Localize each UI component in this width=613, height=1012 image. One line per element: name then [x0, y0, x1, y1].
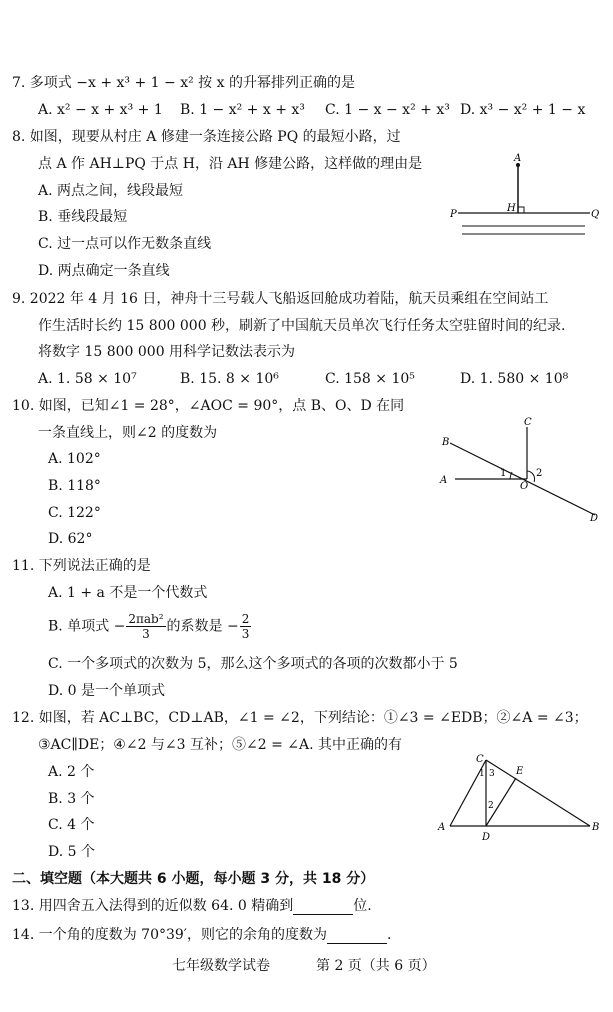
q12-label-d: D: [482, 832, 491, 842]
footer-exam-title: 七年级数学试卷: [172, 958, 270, 974]
q9-stem-line3: 将数字 15 800 000 用科学记数法表示为: [38, 344, 296, 360]
q12-label-b: B: [592, 822, 600, 833]
q11-b-prefix: B. 单项式 −: [48, 618, 126, 635]
q8-option-d: D. 两点确定一条直线: [38, 263, 170, 279]
q9-option-c: C. 158 × 10⁵: [325, 371, 415, 387]
section-2-heading: 二、填空题（本大题共 6 小题，每小题 3 分，共 18 分）: [12, 871, 375, 887]
q8-stem-line2: 点 A 作 AH⊥PQ 于点 H，沿 AH 修建公路，这样做的理由是: [38, 156, 423, 172]
q13: [12, 897, 372, 915]
q8-figure: [450, 150, 600, 245]
q10-option-b: B. 118°: [48, 478, 101, 494]
q10-figure: [430, 415, 610, 525]
q9-stem-line1: 9. 2022 年 4 月 16 日，神舟十三号载人飞船返回舱成功着陆，航天员乘组在空间站工: [12, 291, 549, 307]
q8-option-c: C. 过一点可以作无数条直线: [38, 236, 212, 252]
q14-answer-blank[interactable]: [327, 929, 387, 944]
q13-answer-blank[interactable]: [293, 900, 353, 915]
q12-option-c: C. 4 个: [48, 817, 95, 833]
q8-option-b: B. 垂线段最短: [38, 209, 128, 225]
q12-figure: [430, 752, 608, 842]
q12-stem-line1: 12. 如图，若 AC⊥BC，CD⊥AB，∠1 = ∠2，下列结论：①∠3 = ∠EDB；②∠A = ∠3；: [12, 710, 588, 726]
q10-label-a: A: [440, 475, 448, 486]
q11-b-fraction: [126, 612, 165, 641]
q12-label-c: C: [476, 754, 484, 765]
q9-option-d: D. 1. 580 × 10⁸: [460, 371, 569, 387]
q12-label-e: E: [516, 766, 524, 777]
q10-label-c: C: [524, 417, 532, 428]
q11-stem: 11. 下列说法正确的是: [12, 558, 151, 574]
q10-option-c: C. 122°: [48, 505, 101, 521]
q10-label-b: B: [442, 437, 450, 448]
footer-page-number: 第 2 页（共 6 页）: [316, 958, 436, 974]
q9-stem-line2: 作生活时长约 15 800 000 秒，刷新了中国航天员单次飞行任务太空驻留时间的纪录.: [38, 318, 566, 334]
q7-option-a: A. x² − x + x³ + 1: [38, 102, 163, 118]
q12-stem-line2: ③AC∥DE；④∠2 与∠3 互补；⑤∠2 = ∠A. 其中正确的有: [38, 737, 403, 753]
q10-label-d: D: [590, 513, 599, 524]
q11-b-middle: 的系数是 −: [166, 618, 239, 635]
q10-option-d: D. 62°: [48, 531, 93, 547]
q7-option-b: B. 1 − x² + x + x³: [180, 102, 305, 118]
q10-option-a: A. 102°: [48, 451, 101, 467]
q12-option-d: D. 5 个: [48, 844, 95, 860]
q8-label-p: P: [450, 209, 457, 220]
q11-b-numerator: 2πab²: [128, 612, 164, 626]
q11-b-fraction2: [240, 612, 252, 641]
q12-segment-cb: [486, 760, 590, 826]
q12-option-b: B. 3 个: [48, 791, 95, 807]
q11-option-b: [48, 612, 252, 641]
q14-suffix: .: [386, 927, 392, 943]
q8-right-angle-mark: [518, 207, 524, 213]
q10-stem-line1: 10. 如图，已知∠1 = 28°，∠AOC = 90°，点 B、O、D 在同: [12, 398, 405, 414]
q7-option-d: D. x³ − x² + 1 − x: [460, 102, 586, 118]
q8-label-q: Q: [591, 209, 600, 220]
q13-suffix: 位.: [353, 898, 372, 914]
q10-label-angle1: 1: [500, 468, 507, 479]
q12-label-angle1: 1: [479, 769, 485, 779]
q11-option-a: A. 1 + a 不是一个代数式: [48, 585, 208, 601]
q12-label-angle2: 2: [488, 801, 494, 811]
q11-b-denominator: 3: [142, 627, 150, 641]
q11-option-d: D. 0 是一个单项式: [48, 683, 165, 699]
q14: [12, 926, 391, 944]
q11-b-numerator2: 2: [241, 612, 250, 626]
q13-text: 13. 用四舍五入法得到的近似数 64. 0 精确到: [12, 898, 294, 914]
q12-option-a: A. 2 个: [48, 764, 95, 780]
q12-label-a: A: [438, 822, 446, 833]
q12-label-angle3: 3: [489, 769, 495, 779]
q9-option-a: A. 1. 58 × 10⁷: [38, 371, 137, 387]
q11-b-denominator2: 3: [241, 627, 250, 641]
q8-label-h: H: [507, 203, 516, 214]
q9-option-b: B. 15. 8 × 10⁶: [180, 371, 279, 387]
q8-stem-line1: 8. 如图，现要从村庄 A 修建一条连接公路 PQ 的最短小路，过: [12, 129, 401, 145]
q11-option-c: C. 一个多项式的次数为 5，那么这个多项式的各项的次数都小于 5: [48, 656, 458, 672]
q14-text: 14. 一个角的度数为 70°39′，则它的余角的度数为: [12, 927, 327, 943]
q8-option-a: A. 两点之间，线段最短: [38, 183, 184, 199]
q10-label-angle2: 2: [536, 468, 543, 479]
q10-stem-line2: 一条直线上，则∠2 的度数为: [38, 425, 218, 441]
q7-stem: 7. 多项式 −x + x³ + 1 − x² 按 x 的升幂排列正确的是: [12, 75, 355, 91]
q7-option-c: C. 1 − x − x² + x³: [325, 102, 450, 118]
q8-label-a: A: [514, 153, 522, 164]
q10-label-o: O: [520, 481, 529, 492]
